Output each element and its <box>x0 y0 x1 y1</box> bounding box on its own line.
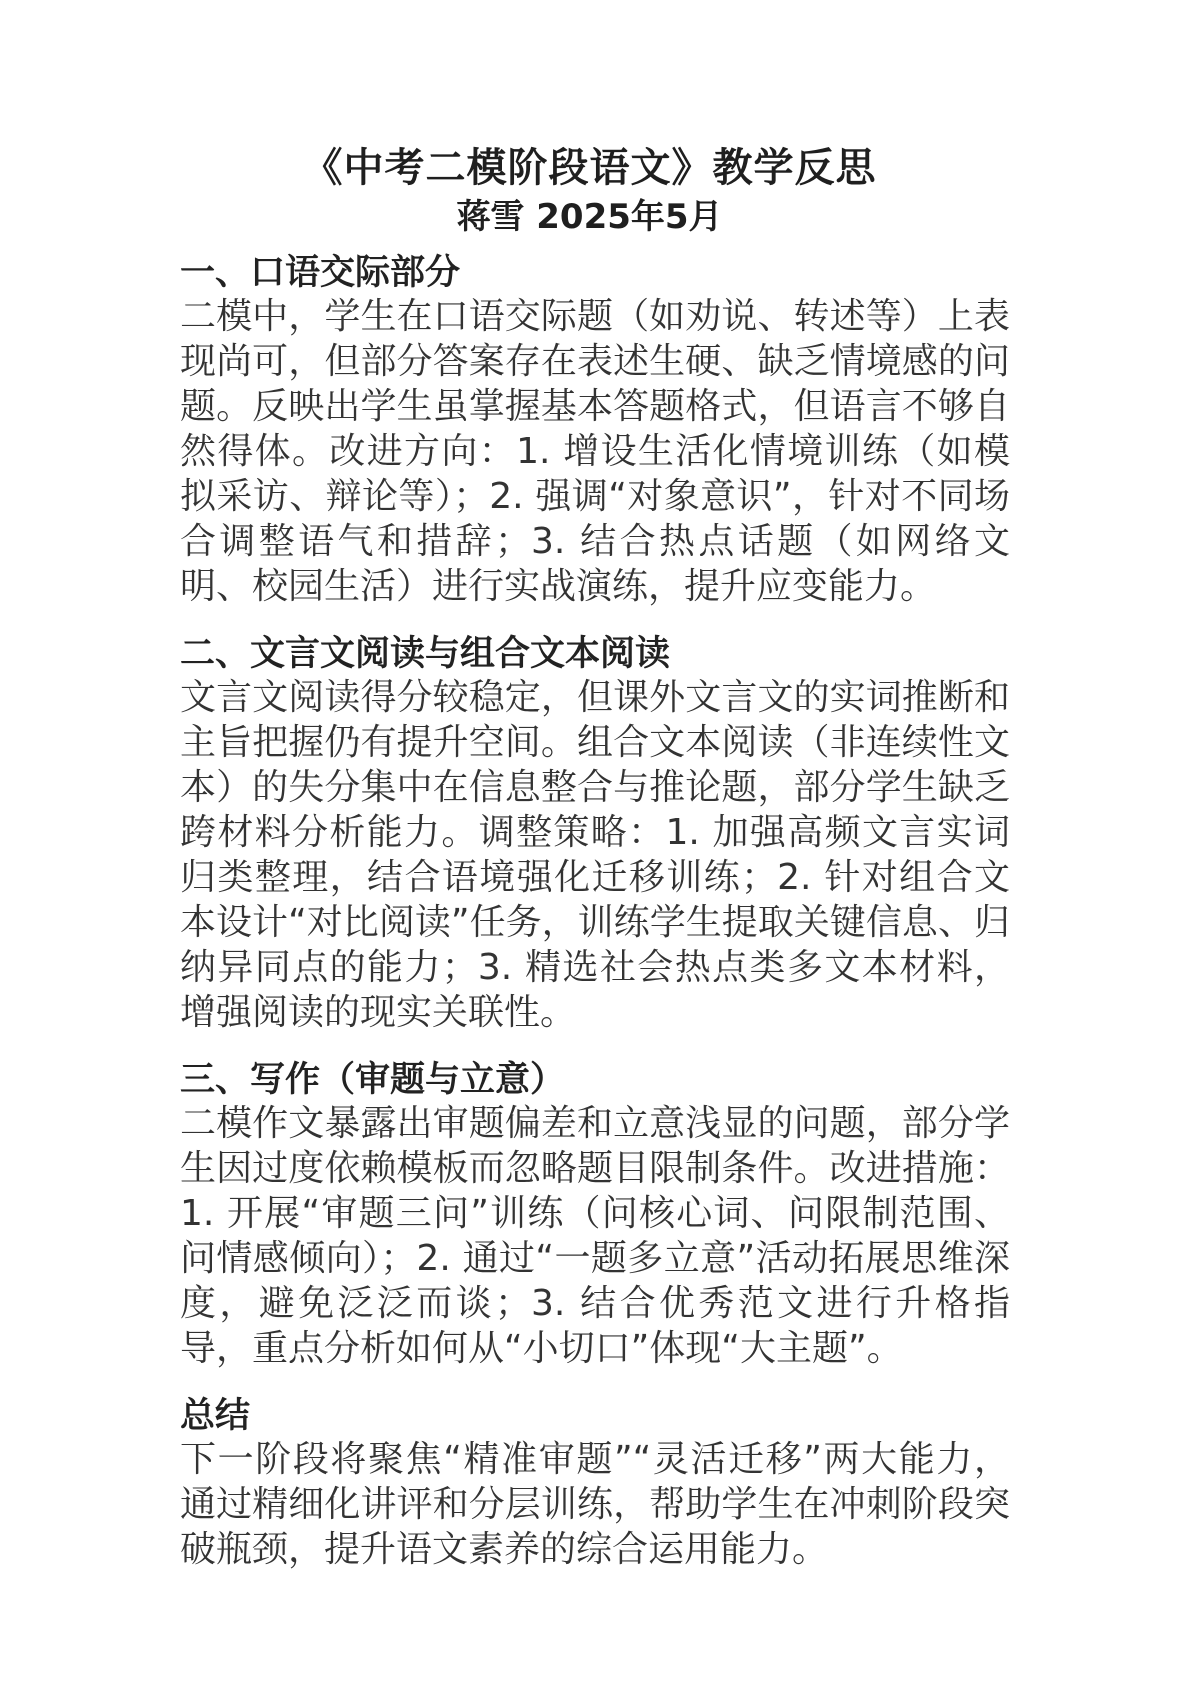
document-title: 《中考二模阶段语文》教学反思 <box>302 145 877 191</box>
section-heading: 总结 <box>180 1396 251 1436</box>
section-paragraph: 二模中，学生在口语交际题（如劝说、转述等）上表现尚可，但部分答案存在表述生硬、缺乏情境感的问题。反映出学生虽掌握基本答题格式，但语言不够自然得体。改进方向：1. 增设生活化情境训练（如模拟采访、辩论等）；2. 强调“对象意识”，针对不同场合调整语气和措辞；3. 结合热点话题（如网络文明、校园生活）进行实战演练，提升应变能力。 <box>180 296 1010 607</box>
section-oral-communication <box>180 252 1010 609</box>
section-paragraph: 二模作文暴露出审题偏差和立意浅显的问题，部分学生因过度依赖模板而忽略题目限制条件。改进措施：1. 开展“审题三问”训练（问核心词、问限制范围、问情感倾向）；2. 通过“一题多立意”活动拓展思维深度，避免泛泛而谈；3. 结合优秀范文进行升格指导，重点分析如何从“小切口”体现“大主题”。 <box>180 1103 1010 1369</box>
section-summary <box>180 1395 1010 1572</box>
section-paragraph: 文言文阅读得分较稳定，但课外文言文的实词推断和主旨把握仍有提升空间。组合文本阅读（非连续性文本）的失分集中在信息整合与推论题，部分学生缺乏跨材料分析能力。调整策略：1. 加强高频文言实词归类整理，结合语境强化迁移训练；2. 针对组合文本设计“对比阅读”任务，训练学生提取关键信息、归纳异同点的能力；3. 精选社会热点类多文本材料，增强阅读的现实关联性。 <box>180 677 1010 1033</box>
section-heading: 二、文言文阅读与组合文本阅读 <box>180 634 671 674</box>
section-classical-reading <box>180 633 1010 1035</box>
section-heading: 一、口语交际部分 <box>180 253 461 293</box>
author-date-line: 蒋雪 2025年5月 <box>456 197 723 237</box>
document-body <box>180 252 1010 1596</box>
section-heading: 三、写作（审题与立意） <box>180 1060 566 1100</box>
section-writing <box>180 1059 1010 1371</box>
section-paragraph: 下一阶段将聚焦“精准审题”“灵活迁移”两大能力，通过精细化讲评和分层训练，帮助学生在冲刺阶段突破瓶颈，提升语文素养的综合运用能力。 <box>180 1439 1010 1570</box>
